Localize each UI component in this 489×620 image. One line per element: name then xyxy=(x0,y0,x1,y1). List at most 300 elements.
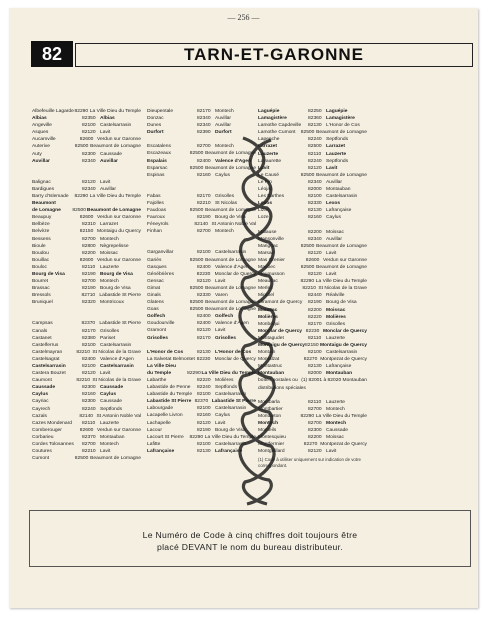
distribution-office: Montauban xyxy=(326,187,351,193)
commune-name: Castelmayran xyxy=(32,349,63,355)
postal-code: 82500 xyxy=(300,130,315,136)
postal-code: 82600 xyxy=(79,257,94,263)
postal-code: 82500 xyxy=(300,243,315,249)
commune-row xyxy=(32,299,141,306)
commune-name: Lamagistère xyxy=(258,116,287,122)
commune-row xyxy=(32,108,141,115)
commune-name: Labastide du Temple xyxy=(147,392,193,398)
commune-name: Meauzac xyxy=(258,279,278,285)
directory-page xyxy=(9,8,478,608)
commune-name: Lavaurette xyxy=(258,158,282,164)
commune-name: Montain xyxy=(258,350,276,356)
postal-code: 82230 xyxy=(305,328,320,334)
postal-code: 82130 xyxy=(197,448,211,454)
commune-name: Laguépie xyxy=(258,109,280,114)
distribution-office: Monclar de Quercy xyxy=(214,356,256,362)
distribution-office: Beaumont de Lomagne xyxy=(86,208,141,214)
postal-code: 82110 xyxy=(308,335,322,341)
distribution-office: Pariset xyxy=(100,335,116,341)
distribution-office: Castelsarrasin xyxy=(215,441,247,447)
distribution-office: Montech xyxy=(215,144,234,150)
commune-name: Génébrières xyxy=(147,271,174,277)
commune-name: Lizac xyxy=(258,208,270,214)
postal-code: 82100 xyxy=(197,441,211,447)
postal-code: 82400 xyxy=(197,314,211,320)
postal-code-notice-box xyxy=(29,510,471,567)
distribution-office: Verdun sur Garonne xyxy=(96,257,141,263)
postal-code: 82290 xyxy=(74,193,89,199)
postal-code: 82600 xyxy=(79,215,94,221)
distribution-office: Auvillar xyxy=(100,158,118,164)
commune-name: Grisolles xyxy=(147,335,168,341)
postal-code: 82200 xyxy=(308,307,322,313)
distribution-office: Montauban xyxy=(100,434,125,440)
postal-code: 82500 xyxy=(189,300,204,306)
distribution-office: Montech xyxy=(100,236,119,242)
distribution-office: Lavit xyxy=(326,250,337,256)
postal-code: 82160 xyxy=(308,215,322,221)
postal-code: 82300 xyxy=(82,399,96,405)
department-number: 82 xyxy=(31,41,73,67)
commune-row xyxy=(32,292,141,299)
distribution-office: Lavit xyxy=(100,371,111,377)
commune-name: Corbarieu xyxy=(32,434,54,440)
distribution-office: Nègrepelisse xyxy=(100,243,129,249)
postal-code: 82500 xyxy=(189,151,204,157)
distribution-office: Bourg de Visa xyxy=(100,286,131,292)
postal-code: 82160 xyxy=(82,392,96,398)
commune-name: Cordes Tolosannes xyxy=(32,442,74,448)
postal-code: 82120 xyxy=(308,272,322,278)
commune-name: Bouillac xyxy=(32,257,50,263)
distribution-office: Castelsarrasin xyxy=(215,250,247,256)
commune-name: Gensac xyxy=(147,278,164,284)
postal-code: 82210 xyxy=(76,349,90,355)
commune-name: L'Honor de Cos xyxy=(147,349,184,355)
distribution-office: Monclar de Quercy xyxy=(322,328,367,334)
postal-code: 82500 xyxy=(189,307,204,313)
postal-code: 82370 xyxy=(81,321,96,327)
commune-name: Caylus xyxy=(32,392,49,398)
commune-name: Finhan xyxy=(147,229,162,235)
distribution-office: Lavit xyxy=(215,278,226,284)
commune-row xyxy=(32,342,141,349)
commune-name: Espalais xyxy=(147,158,167,164)
commune-row xyxy=(32,441,141,448)
commune-name: Labourgade xyxy=(147,406,174,412)
distribution-office: Auvillar xyxy=(326,236,343,242)
commune-name: Mansonville xyxy=(258,236,284,242)
distribution-office: Laguépie xyxy=(326,109,348,114)
distribution-office: Auvillar xyxy=(215,123,232,129)
distribution-office: Beaumont de Lomagne xyxy=(205,257,256,263)
postal-code: 82110 xyxy=(308,151,322,157)
commune-row xyxy=(32,236,141,243)
distribution-office: Grisolles xyxy=(215,335,236,341)
commune-row xyxy=(32,320,141,327)
distribution-office: Varen xyxy=(215,292,228,298)
commune-row xyxy=(32,406,141,413)
commune-name: Loze xyxy=(258,215,269,221)
postal-code: 82600 xyxy=(79,137,94,143)
distribution-office: Montech xyxy=(215,109,234,114)
commune-name: Coutures xyxy=(32,449,52,455)
commune-name: Féneyrols xyxy=(147,222,169,228)
distribution-office: St Nicolas de la Grave xyxy=(92,378,141,384)
distribution-office: Castelsarrasin xyxy=(215,406,247,412)
distribution-office: Caylus xyxy=(100,392,117,398)
distribution-office: Molières xyxy=(215,378,234,383)
distribution-office: La Ville Dieu du Temple xyxy=(315,413,367,419)
commune-row xyxy=(32,370,141,377)
commune-name: Lacour xyxy=(147,427,162,433)
postal-code: 82100 xyxy=(197,250,211,256)
distribution-office: Castelsarrasin xyxy=(326,194,358,200)
commune-row xyxy=(32,420,141,427)
commune-row xyxy=(258,108,367,115)
commune-row xyxy=(32,257,141,264)
distribution-office: La Ville Dieu du Temple xyxy=(201,370,256,376)
commune-name: Caumont xyxy=(32,378,52,384)
commune-name: Lacapelle Livron xyxy=(147,413,183,419)
distribution-office: Beaumont de Lomagne xyxy=(205,300,256,306)
postal-code: 82340 xyxy=(82,158,96,164)
commune-name: Mas Grenier xyxy=(258,257,285,263)
distribution-office: Beaumont de Lomagne xyxy=(205,285,256,291)
distribution-office: Caussade xyxy=(326,428,349,434)
distribution-office: Lamagistère xyxy=(326,116,355,122)
notice-line-2: placé DEVANT le nom du bureau distributeur. xyxy=(157,542,343,552)
commune-name: Les Barthes xyxy=(258,194,285,200)
postal-code: 82120 xyxy=(308,165,322,171)
distribution-office: Labastide St Pierre xyxy=(99,293,141,299)
commune-name: Balignac xyxy=(32,179,51,185)
postal-code: 82100 xyxy=(82,364,96,369)
commune-name: Boudou xyxy=(32,250,49,256)
distribution-office: Auvillar xyxy=(215,116,232,122)
postal-code-notice xyxy=(30,529,470,553)
postal-code: 82190 xyxy=(308,300,322,306)
postal-code: 82360 xyxy=(308,116,322,122)
distribution-office: Lavit xyxy=(215,328,226,334)
postal-code: 82330 xyxy=(308,201,322,207)
distribution-office: (1) 82001 à 82020 Montauban xyxy=(301,378,367,384)
commune-row xyxy=(32,186,141,193)
distribution-office: Lavit xyxy=(326,449,337,455)
distribution-office: Moissac xyxy=(100,250,118,256)
distribution-office: Lavit xyxy=(215,420,226,426)
distribution-office: St Antonin Noble Val xyxy=(211,222,256,228)
commune-name: Escatalens xyxy=(147,144,171,150)
distribution-office: Beaumont de Lomagne xyxy=(316,130,367,136)
commune-name: Goas xyxy=(147,307,159,313)
postal-code: 82100 xyxy=(82,123,96,129)
page-number: — 256 — xyxy=(227,13,260,22)
distribution-office: Valence d'Agen xyxy=(215,264,249,270)
postal-code: 82270 xyxy=(303,357,318,363)
commune-row xyxy=(32,434,141,441)
commune-name: Lexos xyxy=(258,201,273,207)
distribution-office: La Ville Dieu du Temple xyxy=(89,193,141,199)
postal-code: 82800 xyxy=(82,243,96,249)
commune-name: Angeville xyxy=(32,123,52,129)
postal-code: 82240 xyxy=(197,385,211,391)
postal-code: 82120 xyxy=(82,179,96,185)
commune-name: Belvèze xyxy=(32,229,50,235)
commune-name: Canals xyxy=(32,328,48,334)
commune-name: Montagudet xyxy=(258,335,284,341)
postal-code: 82120 xyxy=(82,130,96,136)
postal-code: 82150 xyxy=(305,343,319,348)
distribution-office: Verdun sur Garonne xyxy=(322,257,367,263)
distribution-office: Valence d'Agen xyxy=(100,356,134,362)
commune-name: Malause xyxy=(258,229,277,235)
postal-code: 82120 xyxy=(308,250,322,256)
commune-row xyxy=(32,413,141,420)
commune-name: Dunes xyxy=(147,123,162,129)
postal-code: 82340 xyxy=(308,236,322,242)
distribution-office: Golfech xyxy=(215,314,234,320)
distribution-office: Lavit xyxy=(100,130,111,136)
department-name: TARN-ET-GARONNE xyxy=(184,45,364,64)
commune-name: La Ville Dieu xyxy=(147,363,176,369)
distribution-office: Beaumont de Lomagne xyxy=(205,307,256,313)
commune-row xyxy=(32,278,141,285)
commune-row xyxy=(32,243,141,250)
commune-name: Auvillar xyxy=(32,158,50,164)
commune-name: Bruniquel xyxy=(32,300,53,306)
distribution-office: Caylus xyxy=(215,413,230,419)
commune-row xyxy=(32,264,141,271)
commune-name: Albias xyxy=(32,116,47,122)
postal-code xyxy=(82,200,100,207)
commune-name: Lafrançaise xyxy=(147,448,175,454)
postal-code: 82200 xyxy=(82,250,96,256)
commune-name: Miramont de Quercy xyxy=(258,300,303,306)
postal-code: 82000 xyxy=(308,371,322,377)
distribution-office: Montech xyxy=(215,229,234,235)
commune-name: Maubec xyxy=(258,264,276,270)
distribution-office: Labastide St Pierre xyxy=(211,399,256,405)
distribution-office: Valence d'Agen xyxy=(215,158,251,164)
commune-name: Barry d'Islemade xyxy=(32,193,69,199)
commune-name: Le Pin xyxy=(258,179,272,185)
commune-name: Ginals xyxy=(147,292,161,298)
postal-code: 82500 xyxy=(189,208,204,214)
distribution-office: Beaumont de Lomagne xyxy=(90,144,141,150)
postal-code: 82370 xyxy=(82,434,96,440)
department-header-frame xyxy=(75,43,473,67)
commune-row xyxy=(32,122,141,129)
commune-row xyxy=(32,455,141,462)
distribution-office: Bourg de Visa xyxy=(100,271,133,277)
commune-name: Albefeuille Lagarde xyxy=(32,109,74,114)
commune-name: Esparsac xyxy=(147,165,168,171)
postal-code: 82210 xyxy=(302,286,316,292)
postal-code: 82100 xyxy=(308,350,322,356)
postal-code: 82190 xyxy=(197,215,211,221)
commune-name: Comberouger xyxy=(32,427,62,433)
postal-code: 82100 xyxy=(197,392,211,398)
commune-name: Fajolles xyxy=(147,200,164,206)
commune-name: Donzac xyxy=(147,116,164,122)
commune-row xyxy=(32,228,141,235)
postal-code: 82350 xyxy=(82,116,96,122)
postal-code: 82110 xyxy=(308,399,322,405)
commune-name: Castelferrus xyxy=(32,342,59,348)
commune-row xyxy=(32,143,141,150)
distribution-office: Septfonds xyxy=(100,406,123,412)
postal-code: 82340 xyxy=(197,116,211,122)
distribution-office: Bourg de Visa xyxy=(215,427,246,433)
postal-code: 82700 xyxy=(82,236,96,242)
distribution-office: Lauzerte xyxy=(100,264,120,270)
distribution-office: Lavit xyxy=(100,449,111,455)
postal-code: 82710 xyxy=(81,293,96,299)
commune-name: Lamothe Capdeville xyxy=(258,123,302,129)
commune-name: Bressols xyxy=(32,293,51,299)
commune-name: Cayriac xyxy=(32,399,49,405)
row-spacer xyxy=(32,306,141,313)
commune-name: Espinas xyxy=(147,172,165,178)
distribution-office: Castelsarrasin xyxy=(326,350,358,356)
commune-name: Lapenche xyxy=(258,137,280,143)
postal-code: 82240 xyxy=(308,137,322,143)
distribution-office: Albias xyxy=(100,116,115,122)
commune-name: du Temple xyxy=(147,370,172,376)
postal-code: 82160 xyxy=(197,172,211,178)
distribution-office: Bourg de Visa xyxy=(326,300,357,306)
postal-code: 82290 xyxy=(189,434,204,440)
postal-code: 82700 xyxy=(308,406,322,412)
postal-code: 82210 xyxy=(82,449,96,455)
commune-name: Montbeton xyxy=(258,413,282,419)
postal-code: 82400 xyxy=(197,321,211,327)
commune-name: distributions spéciales xyxy=(258,385,306,391)
distribution-office: Moissac xyxy=(326,229,344,235)
commune-row xyxy=(32,250,141,257)
commune-name: Castanet xyxy=(32,335,52,341)
commune-name: Montastruc xyxy=(258,364,283,370)
postal-code: 82110 xyxy=(82,420,96,426)
postal-code: 82140 xyxy=(79,413,94,419)
postal-code: 82100 xyxy=(82,342,96,348)
distribution-office: Lexos xyxy=(326,201,341,207)
postal-code: 82340 xyxy=(308,179,322,185)
postal-code: 82240 xyxy=(82,406,96,412)
distribution-office: Valence d'Agen xyxy=(215,321,249,327)
distribution-office: Larrazet xyxy=(100,222,118,228)
distribution-office: Lavit xyxy=(326,272,337,278)
postal-code: 82190 xyxy=(197,427,211,433)
commune-row xyxy=(32,271,141,278)
postal-code: 82290 xyxy=(300,413,315,419)
postal-code: 82500 xyxy=(308,144,322,150)
commune-name: Lacourt St Pierre xyxy=(147,434,184,440)
distribution-office: Montpezat de Quercy xyxy=(320,442,367,448)
postal-code: 82190 xyxy=(82,271,96,277)
postal-code: 82700 xyxy=(308,420,322,426)
distribution-office: Lafrançaise xyxy=(326,208,352,214)
commune-row xyxy=(32,363,141,370)
commune-name: Cayrech xyxy=(32,406,51,412)
distribution-office: Molières xyxy=(326,314,346,320)
commune-row xyxy=(32,328,141,335)
distribution-office: Auvillar xyxy=(326,179,343,185)
postal-code: 82700 xyxy=(197,144,211,150)
commune-name: Maumusson xyxy=(258,272,285,278)
notice-line-1: Le Numéro de Code à cinq chiffres doit toujours être xyxy=(142,530,358,540)
commune-row xyxy=(32,136,141,143)
distribution-office: Grisolles xyxy=(100,328,120,334)
distribution-office: Beaumont de Lomagne xyxy=(316,172,367,178)
commune-name: Castelsagrat xyxy=(32,356,60,362)
distribution-office: Labastide St Pierre xyxy=(99,321,141,327)
postal-code: 82500 xyxy=(189,257,204,263)
distribution-office: Lavit xyxy=(100,179,111,185)
postal-code: 82400 xyxy=(197,264,211,270)
commune-name: La Salvetat Belmontet xyxy=(147,356,195,362)
postal-code: 82230 xyxy=(196,271,211,277)
commune-name: Bourg de Visa xyxy=(32,271,65,277)
distribution-office: Réalville xyxy=(326,293,345,299)
commune-name: Monteils xyxy=(258,428,277,434)
postal-code: 82300 xyxy=(82,151,96,157)
commune-name: Molières xyxy=(258,314,278,320)
commune-name: Cumont xyxy=(32,456,50,462)
distribution-office: Verdun sur Garonne xyxy=(96,215,141,221)
postal-code: 82600 xyxy=(79,427,94,433)
commune-row xyxy=(32,448,141,455)
postal-code: 82290 xyxy=(187,370,201,376)
postal-code: 82270 xyxy=(303,442,318,448)
distribution-office: Grisolles xyxy=(215,193,235,199)
distribution-office: Beaumont de Lomagne xyxy=(205,208,256,214)
commune-row xyxy=(147,108,256,115)
row-spacer xyxy=(32,172,141,179)
commune-name: Beaumont xyxy=(32,201,56,207)
distribution-office: La Ville Dieu du Temple xyxy=(89,109,141,114)
commune-name: Montalzat xyxy=(258,357,280,363)
distribution-office: Verdun sur Garonne xyxy=(96,427,141,433)
distribution-office: Moissac xyxy=(326,435,344,441)
commune-name: de Lomagne xyxy=(32,208,61,214)
postal-stamp-mark xyxy=(237,128,277,508)
postal-code: 82220 xyxy=(308,314,322,320)
commune-name: Léojac xyxy=(258,187,273,193)
postal-code: 82160 xyxy=(197,413,211,419)
commune-name: Monclar de Quercy xyxy=(258,328,303,334)
distribution-office: Lafrançaise xyxy=(326,364,352,370)
distribution-office xyxy=(100,200,141,207)
commune-name: Bardigues xyxy=(32,186,55,192)
commune-row xyxy=(32,427,141,434)
distribution-office: Montricoux xyxy=(100,300,124,306)
commune-name: Montesquieu xyxy=(258,435,287,441)
postal-code: 82440 xyxy=(308,293,322,299)
distribution-office: Castelsarrasin xyxy=(100,123,132,129)
postal-code: 82100 xyxy=(197,406,211,412)
distribution-office: Caylus xyxy=(326,215,341,221)
distribution-office: Grisolles xyxy=(326,321,346,327)
commune-name: Montech xyxy=(258,420,279,426)
postal-code: 82170 xyxy=(197,335,211,341)
commune-name: Cazes Mondenard xyxy=(32,420,72,426)
commune-row xyxy=(147,115,256,122)
postal-code: 82130 xyxy=(308,123,322,129)
postal-code: 82500 xyxy=(300,264,315,270)
commune-name: Marsac xyxy=(258,250,275,256)
